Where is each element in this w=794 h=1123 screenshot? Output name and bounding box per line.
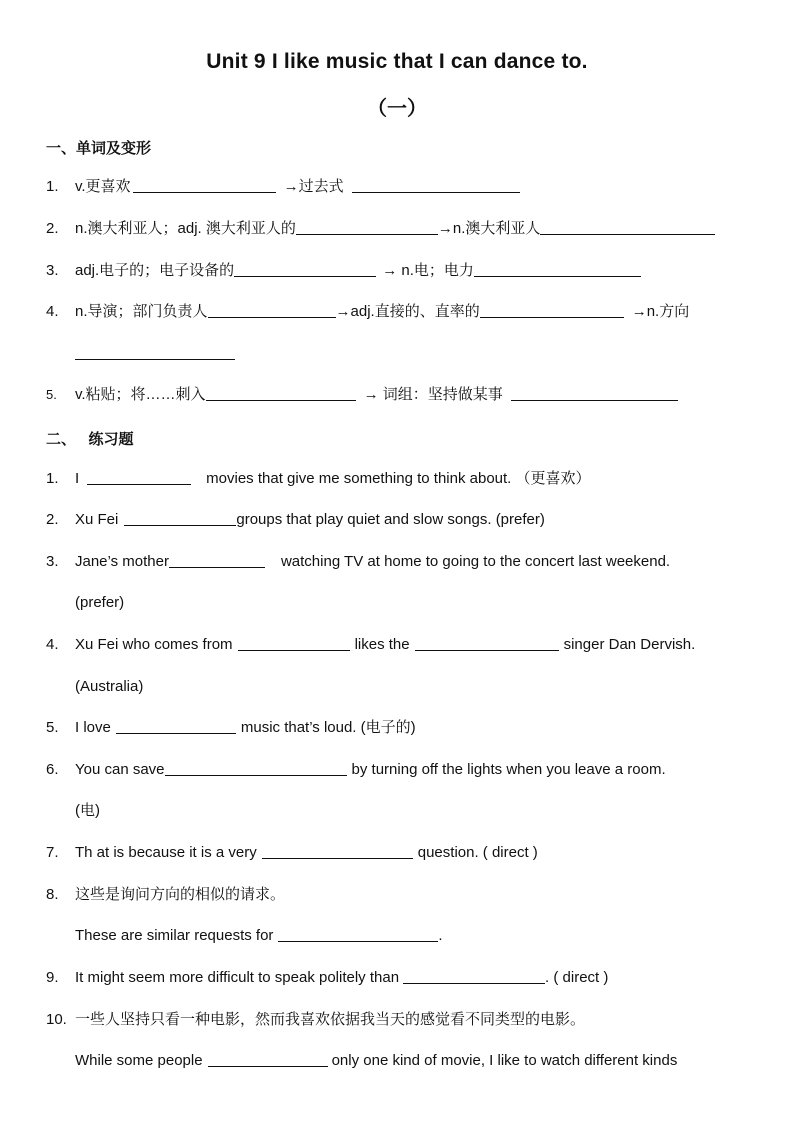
answer-blank[interactable]	[169, 552, 265, 568]
exercise-item-8	[46, 885, 748, 905]
answer-blank[interactable]	[206, 385, 356, 401]
vocab-prompt: → n.电；电力	[382, 262, 474, 279]
answer-blank[interactable]	[116, 718, 236, 734]
exercise-3-hint: (prefer)	[75, 594, 125, 611]
vocab-item-4-continuation	[75, 344, 748, 364]
sentence-text: movies that give me something to think about. （更喜欢）	[206, 470, 591, 487]
exercise-item-3	[46, 552, 748, 572]
sentence-text: Xu Fei	[75, 511, 119, 528]
item-number: 5.	[46, 719, 59, 736]
sentence-text: watching TV at home to going to the concert last weekend.	[280, 553, 671, 570]
sentence-text: groups that play quiet and slow songs. (prefer)	[236, 511, 545, 528]
exercise-item-7	[46, 843, 748, 863]
answer-blank[interactable]	[133, 177, 276, 193]
vocab-prompt: →过去式	[283, 178, 344, 195]
vocab-prompt: v.更喜欢	[75, 178, 131, 195]
item-number: 3.	[46, 262, 59, 279]
answer-blank[interactable]	[415, 635, 559, 651]
exercise-4-hint: (Australia)	[75, 678, 144, 695]
item-number: 4.	[46, 636, 59, 653]
vocab-prompt: v.粘贴；将……刺入	[75, 386, 206, 403]
vocab-prompt: adj.电子的；电子设备的	[75, 262, 235, 279]
section-heading-vocabulary: 一、单词及变形	[46, 140, 152, 157]
answer-blank[interactable]	[480, 302, 624, 318]
exercise-6-hint: (电)	[75, 802, 100, 819]
item-number: 10.	[46, 1011, 67, 1028]
answer-blank[interactable]	[352, 177, 520, 193]
sentence-text: likes the	[354, 636, 410, 653]
vocab-prompt: n.澳大利亚人；adj. 澳大利亚人的	[75, 220, 296, 237]
answer-blank[interactable]	[511, 385, 678, 401]
sentence-text: by turning off the lights when you leave a room.	[351, 761, 666, 778]
item-number: 1.	[46, 470, 59, 487]
sentence-text: music that’s loud. (电子的)	[240, 719, 416, 736]
answer-blank[interactable]	[540, 219, 715, 235]
answer-blank[interactable]	[165, 760, 347, 776]
vocab-prompt: → 词组：坚持做某事	[363, 386, 503, 403]
answer-blank[interactable]	[474, 261, 641, 277]
answer-blank[interactable]	[75, 344, 235, 360]
answer-blank[interactable]	[262, 843, 413, 859]
item-number: 8.	[46, 886, 59, 903]
vocab-prompt: →n.澳大利亚人	[437, 220, 541, 237]
vocab-prompt: →adj.直接的、直率的	[335, 303, 480, 320]
item-number: 1.	[46, 178, 59, 195]
sentence-text: . ( direct )	[545, 969, 609, 986]
exercise-item-9	[46, 968, 748, 988]
exercise-item-4	[46, 635, 748, 655]
item-number: 6.	[46, 761, 59, 778]
sentence-text: question. ( direct )	[417, 844, 538, 861]
vocab-item-1	[46, 177, 748, 197]
sentence-text: 一些人坚持只看一种电影，然而我喜欢依据我当天的感觉看不同类型的电影。	[75, 1011, 586, 1028]
vocab-item-3	[46, 261, 748, 281]
sentence-text: 这些是询问方向的相似的请求。	[75, 886, 286, 903]
exercise-8-translation	[75, 926, 748, 946]
vocab-item-5	[46, 385, 748, 405]
sentence-text: Jane’s mother	[75, 553, 169, 570]
sentence-text: While some people	[75, 1052, 203, 1069]
answer-blank[interactable]	[208, 1051, 328, 1067]
answer-blank[interactable]	[87, 469, 191, 485]
exercise-item-5	[46, 718, 748, 738]
item-number: 9.	[46, 969, 59, 986]
item-number: 7.	[46, 844, 59, 861]
sentence-text: singer Dan Dervish.	[563, 636, 696, 653]
item-number: 2.	[46, 511, 59, 528]
exercise-item-2	[46, 510, 748, 530]
exercise-item-1	[46, 469, 748, 489]
vocab-prompt: →n.方向	[631, 303, 690, 320]
sentence-text: You can save	[75, 761, 165, 778]
answer-blank[interactable]	[234, 261, 376, 277]
vocab-item-4	[46, 302, 748, 322]
answer-blank[interactable]	[208, 302, 336, 318]
vocab-prompt: n.导演；部门负责人	[75, 303, 208, 320]
item-number: 3.	[46, 553, 59, 570]
sentence-text: .	[438, 927, 443, 944]
item-number: 4.	[46, 303, 59, 320]
section-heading-exercises: 二、 练习题	[46, 431, 134, 448]
answer-blank[interactable]	[238, 635, 350, 651]
item-number: 5.	[46, 387, 57, 402]
vocab-item-2	[46, 219, 748, 239]
sentence-text: It might seem more difficult to speak politely than	[75, 969, 400, 986]
exercise-10-translation	[75, 1051, 748, 1071]
answer-blank[interactable]	[124, 510, 236, 526]
sentence-text: I love	[75, 719, 111, 736]
answer-blank[interactable]	[278, 926, 438, 942]
sentence-text: Xu Fei who comes from	[75, 636, 233, 653]
answer-blank[interactable]	[296, 219, 438, 235]
page-title: Unit 9 I like music that I can dance to.	[206, 50, 588, 73]
answer-blank[interactable]	[403, 968, 545, 984]
sentence-text: I	[75, 470, 80, 487]
sentence-text: only one kind of movie, I like to watch different kinds	[331, 1052, 678, 1069]
sentence-text: These are similar requests for	[75, 927, 274, 944]
sentence-text: Th at is because it is a very	[75, 844, 257, 861]
exercise-item-6	[46, 760, 748, 780]
item-number: 2.	[46, 220, 59, 237]
page-subtitle: （一）	[367, 98, 427, 120]
exercise-item-10	[46, 1010, 748, 1030]
